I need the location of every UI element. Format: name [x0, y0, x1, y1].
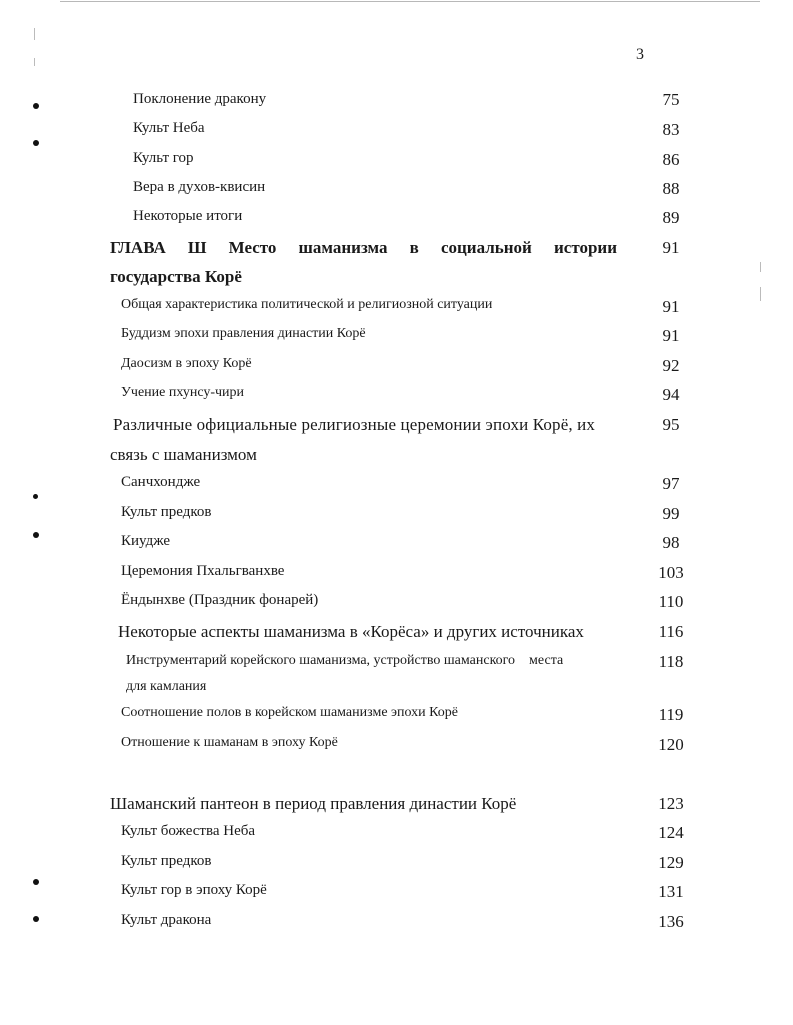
- toc-entry-page: 86: [662, 150, 680, 169]
- binding-hole-dot: [33, 103, 39, 109]
- toc-entry-page: 103: [658, 563, 684, 582]
- toc-entry-page: 94: [662, 385, 680, 404]
- toc-entry-title: Ёндынхве (Праздник фонарей): [121, 592, 319, 608]
- toc-entry-page: 83: [662, 120, 680, 139]
- toc-entry-title: Культ Неба: [133, 120, 205, 136]
- toc-entry-title: Санчхондже: [121, 474, 201, 490]
- chapter-heading-word: социальной: [440, 238, 532, 257]
- toc-entry-title: Киудже: [121, 533, 171, 549]
- toc-entry-title: Общая характеристика политической и религиозной ситуации: [121, 297, 493, 312]
- toc-entry-page: 110: [658, 592, 684, 611]
- toc-entry-page: 88: [662, 179, 680, 198]
- toc-entry-title: Культ предков: [121, 504, 212, 520]
- toc-entry-title: Церемония Пхальгванхве: [121, 563, 285, 579]
- toc-entry-page: 89: [662, 208, 680, 227]
- toc-entry-page: 119: [658, 705, 684, 724]
- toc-entry-page: 131: [658, 882, 684, 901]
- binding-hole-dot: [33, 879, 39, 885]
- chapter-heading-word: истории: [553, 238, 617, 257]
- toc-entry-title: Шаманский пантеон в период правления династии Корё: [110, 794, 517, 813]
- scan-edge-line: [60, 1, 760, 2]
- toc-entry-title: Некоторые аспекты шаманизма в «Корёса» и других источниках: [118, 622, 584, 641]
- toc-entry-title: Культ гор в эпоху Корё: [121, 882, 267, 898]
- toc-entry-page: 129: [658, 853, 684, 872]
- toc-entry-title: Буддизм эпохи правления династии Корё: [121, 326, 366, 341]
- chapter-heading-word: Место: [228, 238, 277, 257]
- toc-entry-title: Учение пхунсу-чири: [121, 385, 245, 400]
- chapter-heading-word: Ш: [187, 238, 207, 257]
- scan-margin-mark: [760, 287, 761, 301]
- chapter-heading-word: шаманизма: [298, 238, 388, 257]
- toc-entry-title: Некоторые итоги: [133, 208, 243, 224]
- binding-hole-dot: [33, 494, 38, 499]
- chapter-heading-line2: государства Корё: [110, 267, 242, 286]
- toc-entry-page: 95: [662, 415, 680, 434]
- chapter-heading: [110, 238, 617, 258]
- toc-entry-page: 91: [662, 326, 680, 345]
- toc-entry-title: Отношение к шаманам в эпоху Корё: [121, 735, 338, 750]
- toc-entry-page: 92: [662, 356, 680, 375]
- binding-hole-dot: [33, 532, 39, 538]
- toc-entry-page: 91: [662, 238, 680, 257]
- toc-entry-page: 118: [658, 652, 684, 671]
- toc-entry-page: 99: [662, 504, 680, 523]
- toc-entry-page: 98: [662, 533, 680, 552]
- page-number: 3: [636, 46, 644, 63]
- toc-entry-title: Даосизм в эпоху Корё: [121, 356, 252, 371]
- scan-margin-mark: [34, 58, 35, 66]
- toc-entry-title: Инструментарий корейского шаманизма, устройство шаманского места: [126, 653, 564, 668]
- binding-hole-dot: [33, 140, 39, 146]
- toc-entry-title-line2: связь с шаманизмом: [110, 445, 257, 464]
- toc-entry-page: 116: [658, 622, 684, 641]
- toc-entry-title: Поклонение дракону: [133, 91, 267, 107]
- toc-entry-page: 124: [658, 823, 684, 842]
- chapter-heading-word: ГЛАВА: [110, 238, 166, 257]
- toc-entry-page: 97: [662, 474, 680, 493]
- toc-entry-page: 75: [662, 90, 680, 109]
- chapter-heading-word: в: [409, 238, 419, 257]
- toc-entry-title: Культ дракона: [121, 912, 212, 928]
- toc-entry-page: 120: [658, 735, 684, 754]
- toc-entry-title: Соотношение полов в корейском шаманизме эпохи Корё: [121, 705, 459, 720]
- scan-margin-mark: [34, 28, 35, 40]
- toc-entry-title: Культ божества Неба: [121, 823, 256, 839]
- binding-hole-dot: [33, 916, 39, 922]
- toc-entry-page: 136: [658, 912, 684, 931]
- toc-entry-title: Культ гор: [133, 150, 194, 166]
- toc-entry-title-line2: для камлания: [126, 679, 207, 694]
- toc-entry-title: Вера в духов-квисин: [133, 179, 266, 195]
- scan-margin-mark: [760, 262, 761, 272]
- toc-entry-title: Культ предков: [121, 853, 212, 869]
- toc-entry-page: 123: [658, 794, 684, 813]
- toc-entry-title: Различные официальные религиозные церемонии эпохи Корё, их: [113, 415, 596, 434]
- toc-entry-page: 91: [662, 297, 680, 316]
